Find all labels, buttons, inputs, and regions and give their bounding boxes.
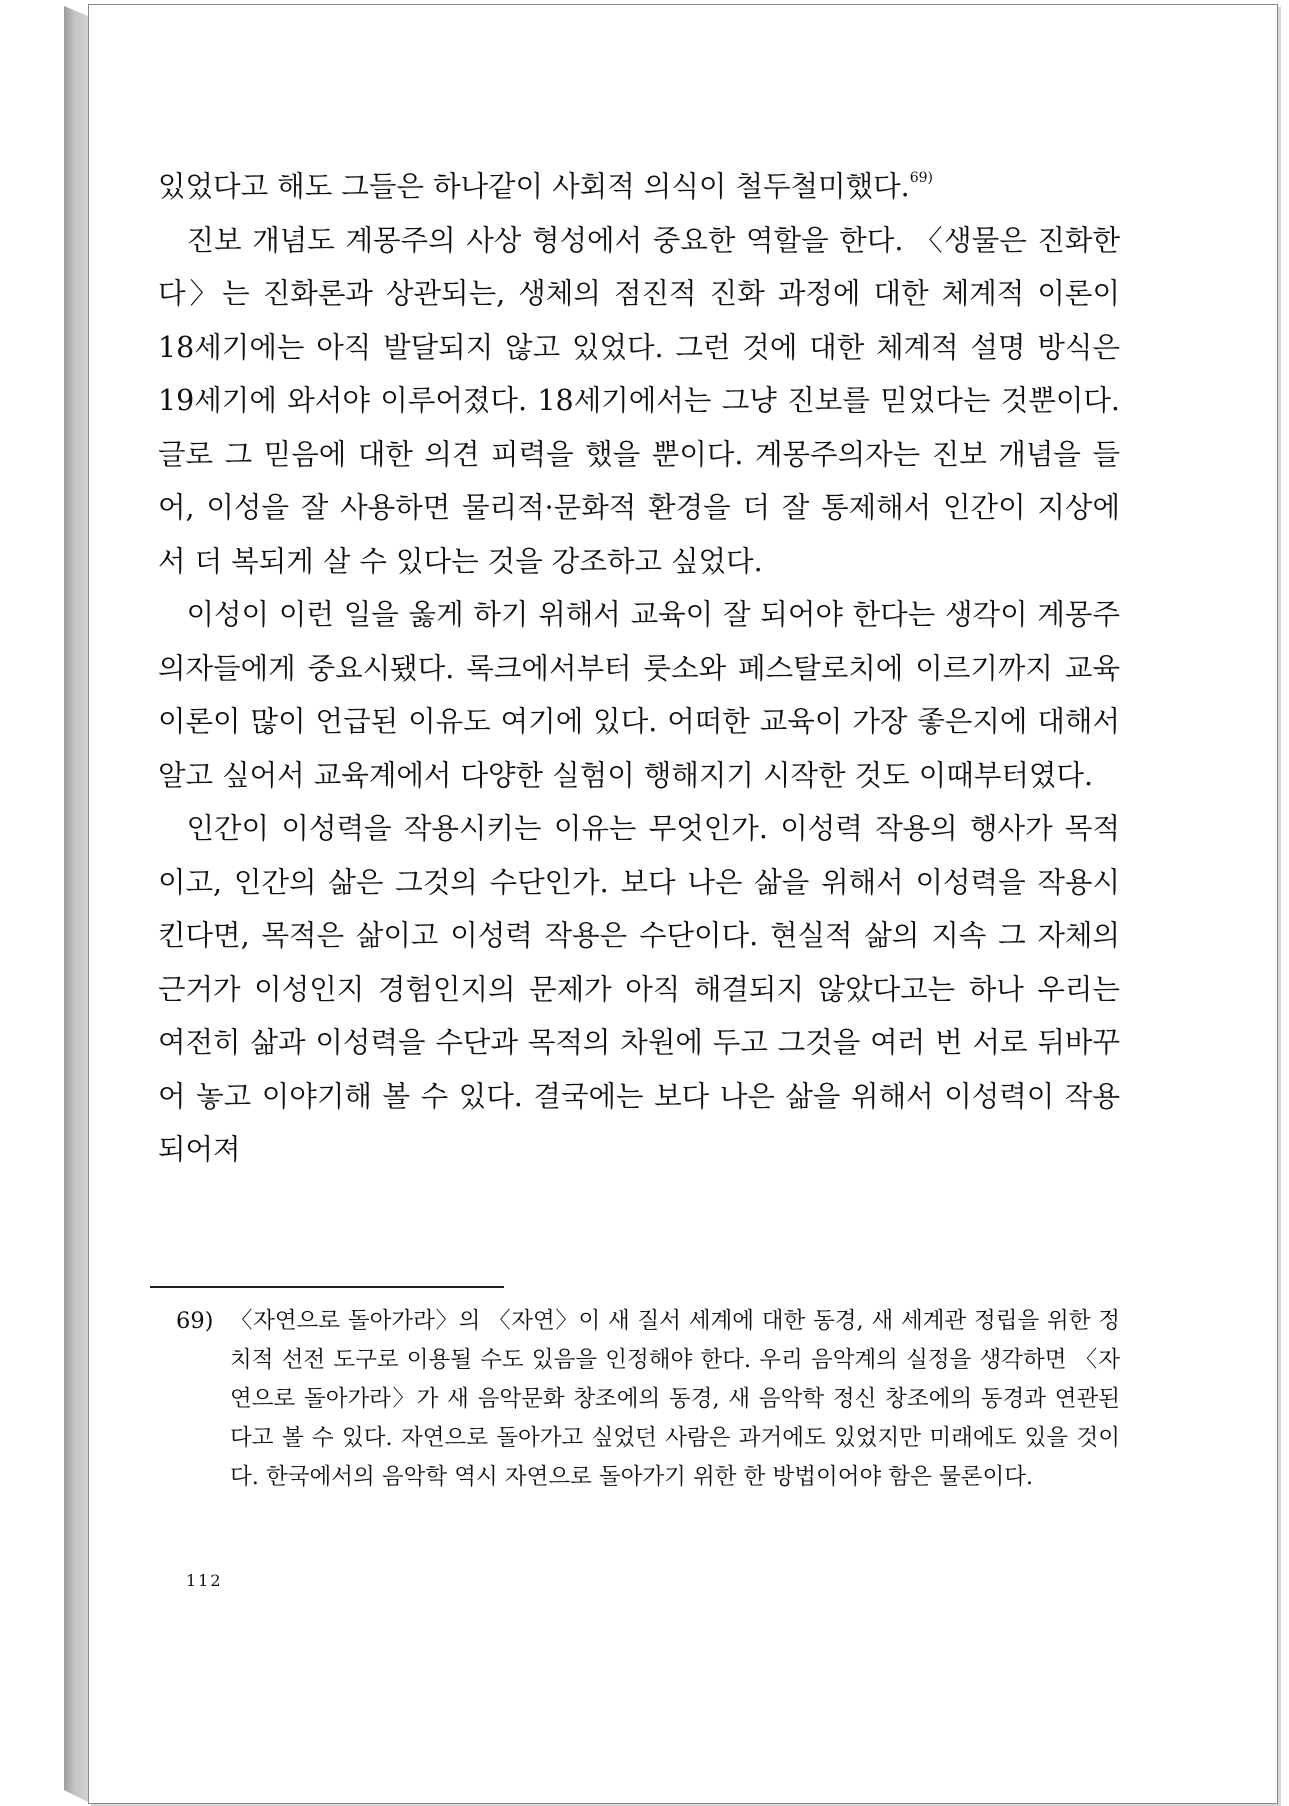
- paragraph-2: 진보 개념도 계몽주의 사상 형성에서 중요한 역할을 한다. 〈생물은 진화한다〉는 진화론과 상관되는, 생체의 점진적 진화 과정에 대한 체계적 이론이 18세기에는 아직 발달되지 않고 있었다. 그런 것에 대한 체계적 설명 방식은 19세기에 와서야 이루어졌다. 18세기에서는 그냥 진보를 믿었다는 것뿐이다. 글로 그 믿음에 대한 의견 피력을 했을 뿐이다. 계몽주의자는 진보 개념을 들어, 이성을 잘 사용하면 물리적·문화적 환경을 더 잘 통제해서 인간이 지상에서 더 복되게 살 수 있다는 것을 강조하고 싶었다.: [158, 223, 1120, 578]
- footnote-divider: [150, 1286, 504, 1288]
- footnote-text: 〈자연으로 돌아가라〉의 〈자연〉이 새 질서 세계에 대한 동경, 새 세계관 정립을 위한 정치적 선전 도구로 이용될 수도 있음을 인정해야 한다. 우리 음악계의 실정을 생각하면 〈자연으로 돌아가라〉가 새 음악문화 창조에의 동경, 새 음악학 정신 창조에의 동경과 연관된다고 볼 수 있다. 자연으로 돌아가고 싶었던 사람은 과거에도 있었지만 미래에도 있을 것이다. 한국에서의 음악학 역시 자연으로 돌아가기 위한 한 방법이어야 함은 물론이다.: [230, 1308, 1120, 1490]
- book-spine-edge: [64, 6, 88, 1802]
- footnote-number: 69): [176, 1308, 214, 1334]
- paragraph-3: 이성이 이런 일을 옳게 하기 위해서 교육이 잘 되어야 한다는 생각이 계몽주의자들에게 중요시됐다. 록크에서부터 룻소와 페스탈로치에 이르기까지 교육이론이 많이 언급된 이유도 여기에 있다. 어떠한 교육이 가장 좋은지에 대해서 알고 싶어서 교육계에서 다양한 실험이 행해지기 시작한 것도 이때부터였다.: [158, 598, 1120, 792]
- body-text: [158, 160, 1120, 1177]
- footnote: [176, 1302, 1120, 1497]
- footnote-reference[interactable]: 69): [909, 170, 933, 186]
- paragraph-4: 인간이 이성력을 작용시키는 이유는 무엇인가. 이성력 작용의 행사가 목적이고, 인간의 삶은 그것의 수단인가. 보다 나은 삶을 위해서 이성력을 작용시킨다면, 목적은 삶이고 이성력 작용은 수단이다. 현실적 삶의 지속 그 자체의 근거가 이성인지 경험인지의 문제가 아직 해결되지 않았다고는 하나 우리는 여전히 삶과 이성력을 수단과 목적의 차원에 두고 그것을 여러 번 서로 뒤바꾸어 놓고 이야기해 볼 수 있다. 결국에는 보다 나은 삶을 위해서 이성력이 작용되어져: [158, 812, 1120, 1166]
- paragraph-1: [158, 160, 1120, 214]
- paragraph-1-text: 있었다고 해도 그들은 하나같이 사회적 의식이 철두철미했다.: [158, 170, 910, 203]
- page-number: 112: [186, 1571, 223, 1590]
